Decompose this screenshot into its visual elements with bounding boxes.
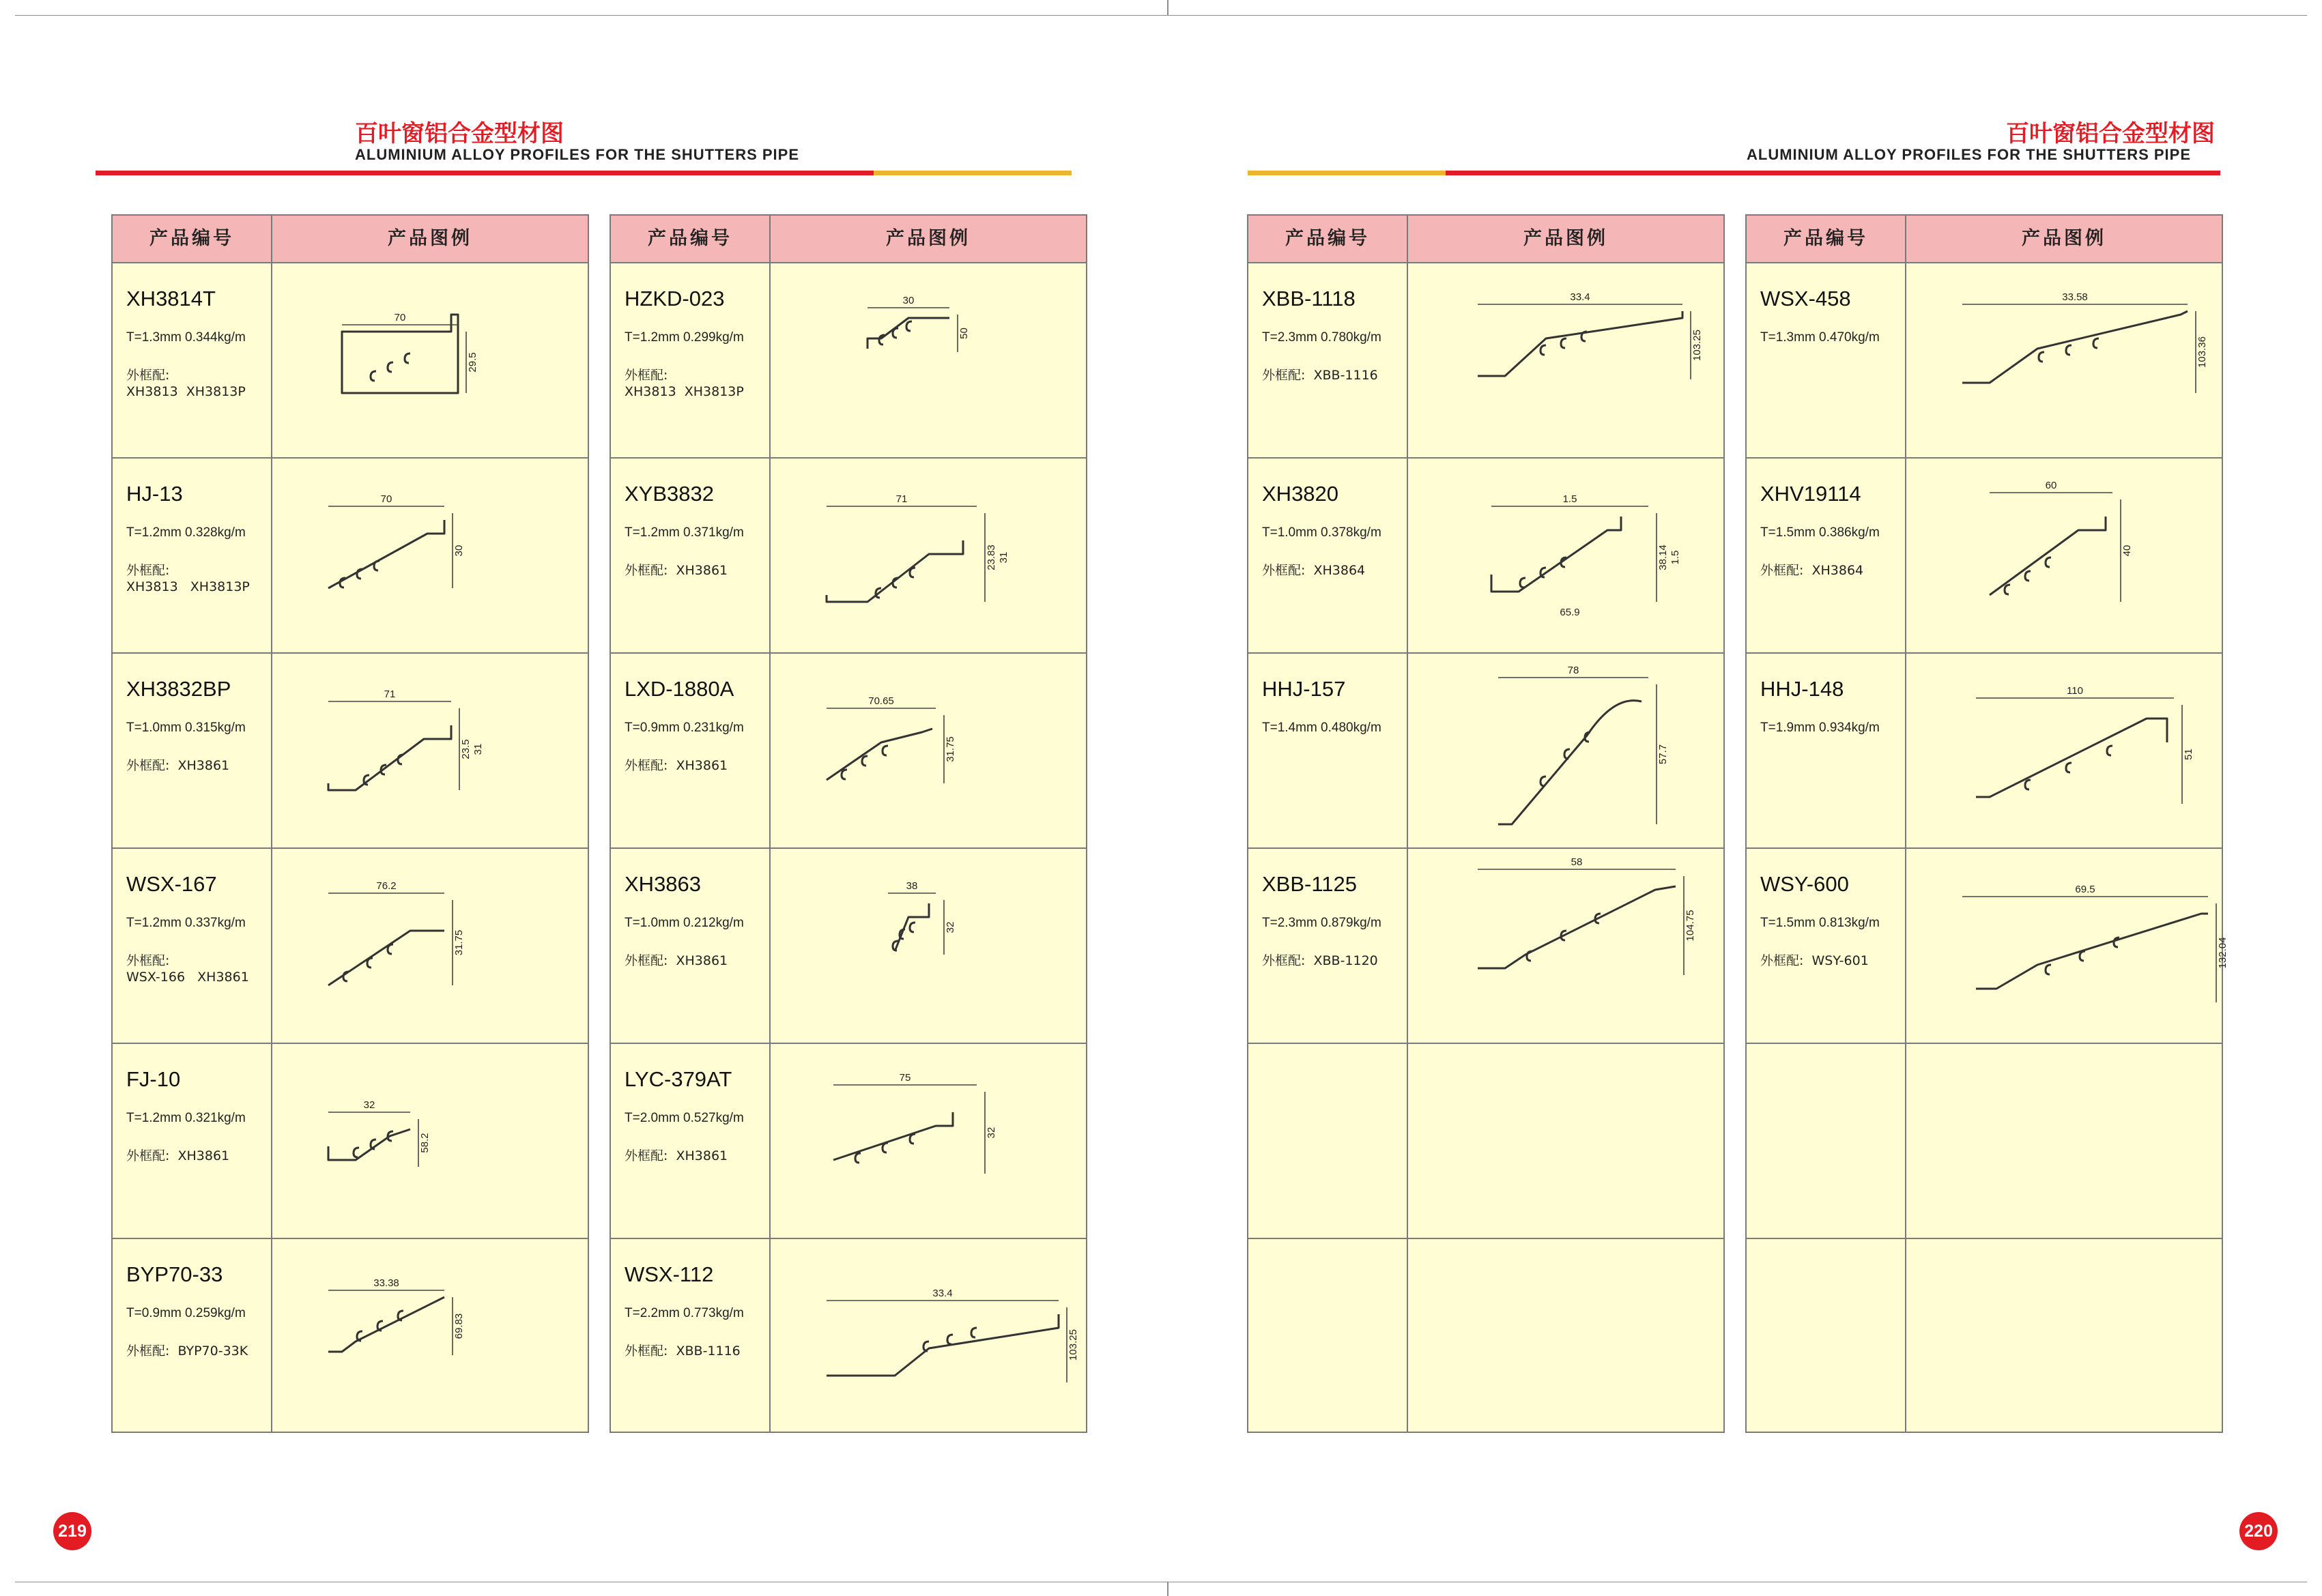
header-product-code: 产品编号 (611, 216, 771, 262)
table-row (1248, 459, 1723, 654)
dimension-label: 51 (2183, 749, 2194, 760)
profile-outline (1976, 719, 2167, 797)
profile-table-2 (610, 214, 1087, 1433)
product-code: XH3820 (1262, 482, 1339, 506)
frame-match: 外框配: XH3861 (126, 1148, 230, 1163)
dimension-label: 30 (902, 295, 915, 306)
dimension-label: 103.25 (1067, 1329, 1079, 1361)
product-code: LYC-379AT (625, 1067, 732, 1091)
dimension-label: 103.25 (1691, 330, 1703, 361)
profile-drawing (1409, 459, 1723, 652)
profile-drawing (772, 1239, 1086, 1433)
table-row (1747, 459, 2222, 654)
product-figure (772, 1044, 1086, 1238)
product-figure (772, 263, 1086, 457)
dimension-label: 31 (998, 551, 1009, 564)
profile-drawing (1409, 654, 1723, 847)
dimension-label: 38.14 (1657, 545, 1669, 570)
dimension-label: 29.5 (467, 352, 478, 373)
dimension-label: 33.4 (1570, 291, 1590, 303)
frame-match: 外框配: XBB-1116 (1262, 368, 1378, 383)
dimension-label: 33.58 (2062, 291, 2088, 303)
product-spec: T=1.5mm 0.386kg/m (1760, 525, 1880, 540)
profile-outline (1478, 311, 1682, 376)
product-code: XH3832BP (126, 677, 231, 701)
table-row (1248, 654, 1723, 849)
profile-outline (827, 540, 963, 602)
profile-drawing (1908, 654, 2222, 847)
table-row (611, 1044, 1086, 1239)
product-figure (274, 1239, 588, 1433)
product-spec: T=1.0mm 0.315kg/m (126, 721, 246, 735)
product-code: FJ-10 (126, 1067, 181, 1091)
dimension-label: 71 (384, 688, 396, 700)
product-code: HZKD-023 (625, 287, 725, 310)
dimension-label: 58.2 (419, 1133, 431, 1153)
product-spec: T=1.3mm 0.344kg/m (126, 330, 246, 345)
product-figure (1409, 654, 1723, 847)
dimension-label: 69.5 (2075, 884, 2095, 895)
page-subtitle: ALUMINIUM ALLOY PROFILES FOR THE SHUTTERS PIPE (355, 146, 800, 163)
frame-match: 外框配: BYP70-33K (126, 1344, 248, 1359)
page-number-right: 220 (2239, 1512, 2278, 1550)
profile-drawing (772, 849, 1086, 1043)
profile-outline (833, 1112, 953, 1160)
frame-match: 外框配: XH3861 (625, 1148, 728, 1163)
dimension-label: 60 (2045, 480, 2057, 491)
dimension-label: 23.83 (986, 545, 997, 570)
product-figure (772, 654, 1086, 847)
dimension-label: 75 (899, 1072, 911, 1084)
product-code: BYP70-33 (126, 1262, 223, 1286)
table-row (113, 1239, 588, 1434)
profile-outline (895, 903, 929, 951)
frame-match: 外框配: XH3861 (625, 563, 728, 578)
product-figure (274, 849, 588, 1043)
dimension-label: 103.36 (2196, 336, 2208, 368)
product-code: XBB-1125 (1262, 872, 1358, 896)
profile-drawing (274, 459, 588, 652)
product-spec: T=1.2mm 0.321kg/m (126, 1111, 246, 1125)
dimension-label: 32 (363, 1099, 375, 1111)
product-code: XYB3832 (625, 482, 714, 506)
table-row (1248, 849, 1723, 1044)
table-row (1747, 654, 2222, 849)
product-code: XH3814T (126, 287, 216, 310)
table-header (1747, 216, 2222, 263)
profile-outline (1990, 517, 2106, 595)
product-spec: T=1.0mm 0.212kg/m (625, 916, 744, 930)
dimension-label: 65.9 (1560, 607, 1580, 618)
dimension-label: 104.75 (1685, 910, 1696, 942)
dimension-label: 71 (895, 493, 908, 505)
profile-outline (1962, 311, 2188, 383)
product-spec: T=2.0mm 0.527kg/m (625, 1111, 744, 1125)
dimension-label: 31.75 (453, 929, 465, 956)
table-row (1248, 1044, 1723, 1239)
profile-drawing (1908, 459, 2222, 652)
product-spec: T=1.2mm 0.328kg/m (126, 525, 246, 540)
product-code: XBB-1118 (1262, 287, 1356, 310)
dimension-label: 1.5 (1562, 493, 1577, 505)
product-spec: T=1.2mm 0.337kg/m (126, 916, 246, 930)
dimension-label: 32 (945, 921, 956, 933)
table-row (113, 263, 588, 459)
header-product-figure: 产品图例 (886, 228, 971, 249)
product-figure (274, 263, 588, 457)
frame-match: 外框配: XH3813 XH3813P (625, 368, 744, 399)
product-figure (1409, 849, 1723, 1043)
product-spec: T=0.9mm 0.259kg/m (126, 1306, 246, 1320)
frame-match: 外框配: XH3813 XH3813P (126, 563, 250, 594)
profile-outline (328, 1129, 410, 1160)
header-rule-red-right (1446, 171, 2220, 175)
product-figure (1409, 459, 1723, 652)
table-header (611, 216, 1086, 263)
product-code: XHV19114 (1760, 482, 1861, 506)
profile-outline (1498, 701, 1642, 824)
product-code: XH3863 (625, 872, 702, 896)
dimension-label: 23.5 (460, 739, 472, 759)
header-rule-gold-right (1248, 171, 1446, 175)
dimension-label: 40 (2121, 545, 2133, 557)
dimension-label: 57.7 (1657, 744, 1669, 765)
dimension-label: 70 (394, 312, 406, 323)
product-figure (274, 459, 588, 652)
dimension-label: 69.83 (453, 1313, 465, 1339)
profile-outline (328, 931, 444, 985)
table-row (1248, 263, 1723, 459)
product-code: WSX-167 (126, 872, 217, 896)
table-row (611, 459, 1086, 654)
table-row (611, 263, 1086, 459)
profile-drawing (274, 263, 588, 457)
product-spec: T=1.2mm 0.299kg/m (625, 330, 744, 345)
product-code: LXD-1880A (625, 677, 734, 701)
profile-drawing (772, 459, 1086, 652)
product-figure (772, 459, 1086, 652)
page-number-left: 219 (53, 1512, 91, 1550)
product-code: HHJ-148 (1760, 677, 1844, 701)
product-spec: T=2.3mm 0.879kg/m (1262, 916, 1381, 930)
product-figure (274, 654, 588, 847)
product-spec: T=1.9mm 0.934kg/m (1760, 721, 1880, 735)
table-row (113, 1044, 588, 1239)
dimension-label: 78 (1567, 665, 1579, 676)
product-spec: T=1.0mm 0.378kg/m (1262, 525, 1381, 540)
table-row (113, 849, 588, 1044)
profile-outline (328, 520, 444, 588)
profile-drawing (1409, 263, 1723, 457)
product-spec: T=0.9mm 0.231kg/m (625, 721, 744, 735)
product-figure (1908, 849, 2228, 1043)
table-row (1248, 1239, 1723, 1434)
frame-match: 外框配: XBB-1116 (625, 1344, 741, 1359)
product-spec: T=1.3mm 0.470kg/m (1760, 330, 1880, 345)
profile-drawing (274, 849, 588, 1043)
table-row (1747, 1044, 2222, 1239)
profile-table-1 (111, 214, 589, 1433)
frame-match: 外框配: XH3861 (126, 758, 230, 773)
profile-drawing (772, 263, 1086, 457)
table-header (1248, 216, 1723, 263)
dimension-label: 32 (986, 1127, 997, 1139)
frame-match: 外框配: XH3864 (1262, 563, 1366, 578)
product-figure (772, 1239, 1086, 1433)
frame-match: 外框配: XBB-1120 (1262, 953, 1378, 968)
product-spec: T=1.4mm 0.480kg/m (1262, 721, 1381, 735)
profile-outline (1976, 914, 2208, 989)
profile-drawing (1409, 849, 1723, 1043)
page-title-right: 百叶窗铝合金型材图 (2006, 120, 2215, 147)
profile-drawing (274, 1239, 588, 1433)
profile-drawing (274, 654, 588, 847)
profile-outline (1491, 517, 1621, 592)
header-product-code: 产品编号 (1747, 216, 1906, 262)
header-product-figure: 产品图例 (388, 228, 472, 249)
frame-match: 外框配: WSY-601 (1760, 953, 1869, 968)
dimension-label: 33.38 (373, 1277, 399, 1289)
table-row (113, 654, 588, 849)
product-spec: T=1.5mm 0.813kg/m (1760, 916, 1880, 930)
frame-match: 外框配: XH3861 (625, 953, 728, 968)
table-row (1747, 849, 2228, 1044)
product-figure (274, 1044, 588, 1238)
product-figure (1908, 459, 2222, 652)
dimension-label: 110 (2067, 685, 2083, 697)
profile-outline (328, 725, 451, 790)
header-product-figure: 产品图例 (1523, 228, 1608, 249)
product-code: HHJ-157 (1262, 677, 1346, 701)
page-title: 百叶窗铝合金型材图 (355, 120, 564, 147)
dimension-label: 70 (380, 493, 392, 505)
header-product-figure: 产品图例 (2022, 228, 2106, 249)
product-figure (1908, 654, 2222, 847)
profile-table-3 (1247, 214, 1725, 1433)
frame-match: 外框配: XH3813 XH3813P (126, 368, 246, 399)
product-spec: T=2.3mm 0.780kg/m (1262, 330, 1381, 345)
frame-match: 外框配: XH3861 (625, 758, 728, 773)
dimension-label: 58 (1571, 856, 1583, 868)
profile-outline (1478, 886, 1676, 968)
profile-drawing (772, 1044, 1086, 1238)
product-code: WSY-600 (1760, 872, 1849, 896)
frame-match: 外框配: WSX-166 XH3861 (126, 953, 249, 985)
product-spec: T=2.2mm 0.773kg/m (625, 1306, 744, 1320)
product-figure (1908, 263, 2222, 457)
page-subtitle-right: ALUMINIUM ALLOY PROFILES FOR THE SHUTTERS PIPE (1747, 146, 2192, 163)
dimension-label: 31.75 (945, 736, 956, 762)
page-220 (1161, 0, 2322, 1596)
product-figure (772, 849, 1086, 1043)
table-row (1747, 263, 2222, 459)
dimension-label: 31 (472, 743, 484, 755)
dimension-label: 76.2 (376, 880, 397, 892)
profile-drawing (772, 654, 1086, 847)
product-spec: T=1.2mm 0.371kg/m (625, 525, 744, 540)
dimension-label: 1.5 (1669, 550, 1681, 565)
table-header (113, 216, 588, 263)
table-row (611, 849, 1086, 1044)
table-row (1747, 1239, 2222, 1434)
table-row (611, 654, 1086, 849)
profile-drawing (274, 1044, 588, 1238)
dimension-label: 38 (906, 880, 918, 892)
dimension-label: 132.04 (2217, 937, 2228, 969)
profile-outline (328, 1297, 444, 1352)
product-code: HJ-13 (126, 482, 183, 506)
profile-outline (827, 1314, 1059, 1376)
table-row (611, 1239, 1086, 1434)
header-product-code: 产品编号 (1248, 216, 1408, 262)
profile-drawing (1908, 849, 2228, 1043)
header-rule-gold (874, 171, 1072, 175)
header-product-code: 产品编号 (113, 216, 272, 262)
profile-drawing (1908, 263, 2222, 457)
dimension-label: 30 (453, 545, 465, 557)
header-rule-red (96, 171, 874, 175)
dimension-label: 70.65 (868, 695, 894, 707)
dimension-label: 50 (958, 328, 970, 339)
product-code: WSX-458 (1760, 287, 1851, 310)
profile-table-4 (1745, 214, 2228, 1433)
profile-outline (342, 315, 458, 393)
product-code: WSX-112 (625, 1262, 714, 1286)
dimension-label: 33.4 (932, 1288, 953, 1299)
table-row (113, 459, 588, 654)
product-figure (1409, 263, 1723, 457)
frame-match: 外框配: XH3864 (1760, 563, 1864, 578)
